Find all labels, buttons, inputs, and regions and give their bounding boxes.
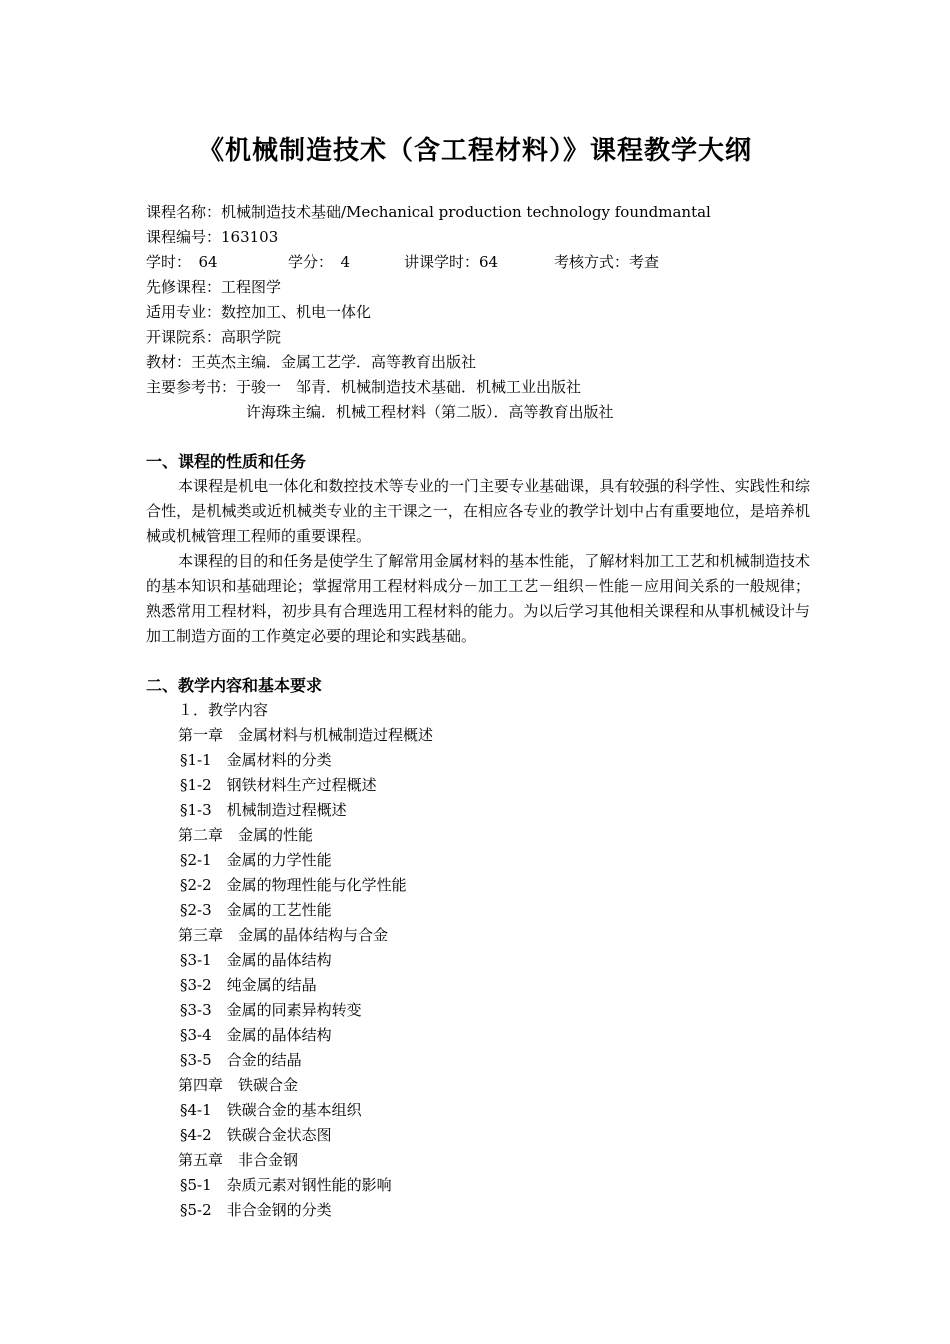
section-1-paragraph-1: 本课程是机电一体化和数控技术等专业的一门主要专业基础课，具有较强的科学性、实践性和综合性，是机械类或近机械类专业的主干课之一，在相应各专业的教学计划中占有重要地位，是培养机械或机械管理工程师的重要课程。 <box>146 477 810 545</box>
list-item: １．教学内容 <box>178 701 269 719</box>
list-item: §5-2 非合金钢的分类 <box>180 1201 332 1219</box>
course-name: 课程名称：机械制造技术基础/Mechanical production technology foundmantal <box>146 203 711 221</box>
list-item: §3-4 金属的晶体结构 <box>180 1026 332 1044</box>
total-hours: 学时： 64 <box>146 253 218 271</box>
list-item: §2-1 金属的力学性能 <box>180 851 332 869</box>
list-item: 第三章 金属的晶体结构与合金 <box>178 926 389 944</box>
reference-2: 许海珠主编．机械工程材料（第二版）．高等教育出版社 <box>246 403 614 421</box>
textbook: 教材：王英杰主编．金属工艺学．高等教育出版社 <box>146 353 477 371</box>
exam-method: 考核方式：考查 <box>554 253 660 271</box>
list-item: §5-1 杂质元素对钢性能的影响 <box>180 1176 392 1194</box>
lecture-hours: 讲课学时：64 <box>404 253 499 271</box>
credits: 学分： 4 <box>288 253 351 271</box>
section-nature-tasks <box>146 449 810 649</box>
list-item: §1-2 钢铁材料生产过程概述 <box>180 776 377 794</box>
list-item: §4-1 铁碳合金的基本组织 <box>180 1101 362 1119</box>
list-item: §3-2 纯金属的结晶 <box>180 976 317 994</box>
list-item: 第五章 非合金钢 <box>178 1151 299 1169</box>
reference-1: 主要参考书：于骏一 邹青．机械制造技术基础．机械工业出版社 <box>146 378 582 396</box>
course-code: 课程编号：163103 <box>146 228 279 246</box>
list-item: §1-3 机械制造过程概述 <box>180 801 347 819</box>
document-title: 《机械制造技术（含工程材料）》课程教学大纲 <box>197 136 752 166</box>
section-2-heading: 二、教学内容和基本要求 <box>146 676 323 695</box>
list-item: 第二章 金属的性能 <box>178 826 314 844</box>
list-item: §3-5 合金的结晶 <box>180 1051 302 1069</box>
list-item: §3-1 金属的晶体结构 <box>180 951 332 969</box>
section-1-heading: 一、课程的性质和任务 <box>146 452 307 471</box>
list-item: §3-3 金属的同素异构转变 <box>180 1001 362 1019</box>
list-item: §4-2 铁碳合金状态图 <box>180 1126 332 1144</box>
list-item: 第一章 金属材料与机械制造过程概述 <box>178 726 434 744</box>
list-item: §2-3 金属的工艺性能 <box>180 901 332 919</box>
prerequisite: 先修课程：工程图学 <box>146 278 282 296</box>
content-list <box>178 698 433 1223</box>
list-item: 第四章 铁碳合金 <box>178 1076 299 1094</box>
course-info <box>146 200 711 425</box>
section-1-paragraph-2: 本课程的目的和任务是使学生了解常用金属材料的基本性能，了解材料加工工艺和机械制造技术的基本知识和基础理论；掌握常用工程材料成分－加工工艺－组织－性能－应用间关系的一般规律；熟悉常用工程材料，初步具有合理选用工程材料的能力。为以后学习其他相关课程和从事机械设计与加工制造方面的工作奠定必要的理论和实践基础。 <box>146 552 810 645</box>
list-item: §2-2 金属的物理性能与化学性能 <box>180 876 407 894</box>
list-item: §1-1 金属材料的分类 <box>180 751 332 769</box>
department: 开课院系：高职学院 <box>146 328 282 346</box>
section-content-heading-wrap <box>146 673 810 698</box>
applicable-major: 适用专业：数控加工、机电一体化 <box>146 303 372 321</box>
course-hours-row <box>146 250 711 275</box>
